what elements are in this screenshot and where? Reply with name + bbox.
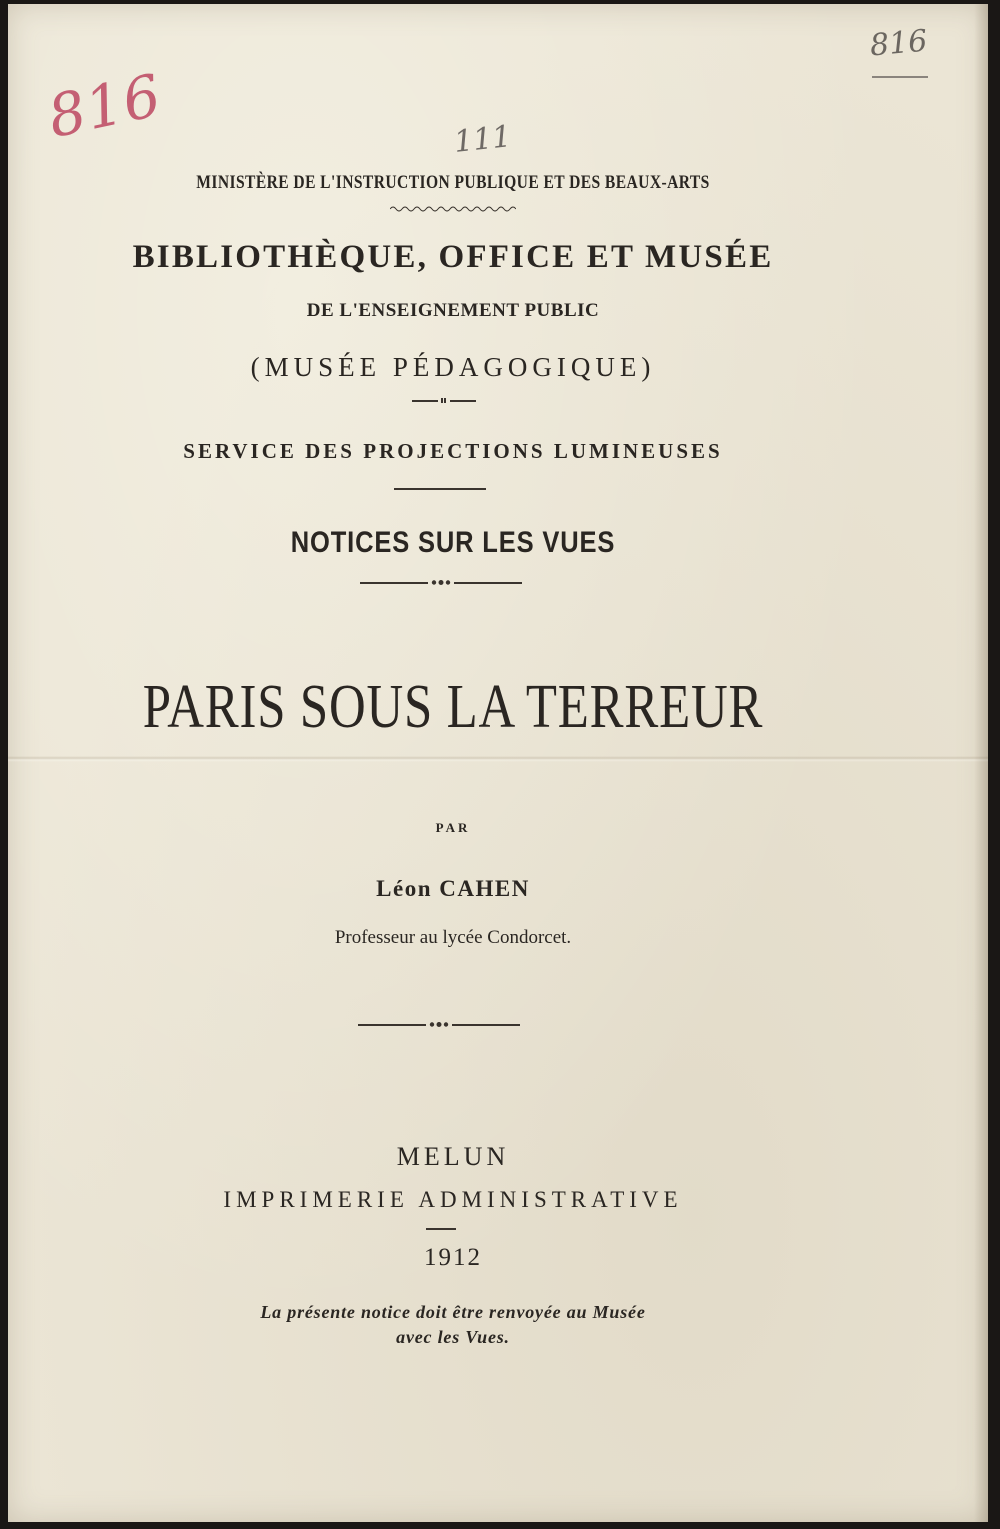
page-edge-shadow	[974, 4, 988, 1522]
section-heading: NOTICES SUR LES VUES	[290, 526, 616, 559]
section-rule	[394, 488, 486, 490]
museum-heading: (MUSÉE PÉDAGOGIQUE)	[250, 352, 656, 382]
imprint-printer: IMPRIMERIE ADMINISTRATIVE	[223, 1187, 683, 1212]
document-title: PARIS SOUS LA TERREUR	[142, 673, 764, 741]
ornament-divider-bottom	[358, 1020, 520, 1030]
paper-fold	[8, 756, 988, 762]
imprint-city: MELUN	[396, 1142, 510, 1171]
service-heading: SERVICE DES PROJECTIONS LUMINEUSES	[183, 439, 723, 463]
ornament-divider-top	[360, 578, 522, 588]
institution-heading: BIBLIOTHÈQUE, OFFICE ET MUSÉE	[132, 239, 774, 275]
handwritten-top-center-mark: 111	[452, 119, 513, 160]
author-name: Léon CAHEN	[376, 876, 530, 901]
handwritten-underline	[872, 76, 928, 78]
small-ornament-divider	[412, 396, 476, 406]
document-page	[8, 4, 988, 1522]
author-role: Professeur au lycée Condorcet.	[334, 927, 572, 948]
handwritten-red-number: 816	[42, 60, 168, 152]
imprint-rule	[426, 1228, 456, 1230]
wavy-divider	[390, 204, 516, 214]
by-label: PAR	[435, 820, 471, 835]
return-notice	[8, 1300, 898, 1350]
imprint-year: 1912	[424, 1244, 482, 1271]
institution-subheading: DE L'ENSEIGNEMENT PUBLIC	[306, 300, 600, 321]
return-notice-line-2: avec les Vues.	[396, 1327, 510, 1347]
ministry-heading: MINISTÈRE DE L'INSTRUCTION PUBLIQUE ET DES BEAUX-ARTS	[196, 172, 710, 193]
return-notice-line-1: La présente notice doit être renvoyée au Musée	[260, 1302, 646, 1322]
handwritten-top-right-number: 816	[868, 23, 929, 64]
